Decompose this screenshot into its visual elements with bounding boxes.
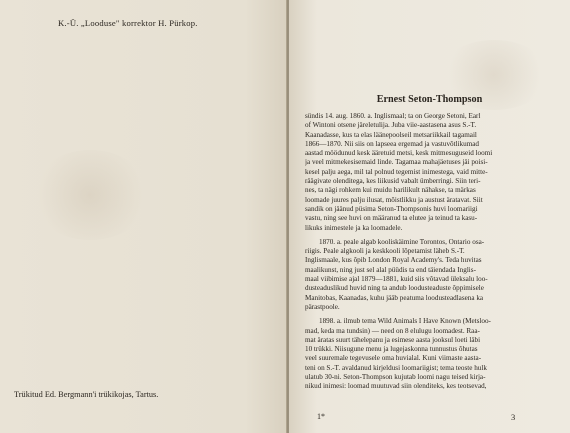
text-line: nes, ta nägi rohkem kui muidu harilikult nähakse, ta märkas [305, 186, 476, 195]
text-line: sandik on jäänud püsima Seton-Thompsonis huvi loomariigi [305, 204, 478, 213]
text-line: maalikunst, ning just sel alal püüdis ta end täiendada Inglis- [305, 265, 476, 274]
proofreader-credit: K.-Ü. „Looduse" korrektor H. Pürkop. [58, 18, 198, 28]
text-line: pärastpoole. [305, 302, 340, 311]
text-line: likuks inimestele ja ka loomadele. [305, 223, 403, 232]
text-line: teni on S.-T. avaldanud kirjeldusi loomariigist; tema teoste hulk [305, 363, 487, 372]
text-line: räägivate olenditega, kes liikusid vabalt ümberringi. Siin teri- [305, 177, 481, 186]
text-line: Kaanadasse, kus ta elas läänepoolseil metsariikkail tagamail [305, 130, 477, 139]
text-line: veel suuremale tegevusele oma huvialal. Kuni viimaste aasta- [305, 354, 482, 363]
text-line: Inglismaale, kus õpib London Royal Academy's. Teda huvitas [305, 256, 482, 265]
body-text [305, 112, 557, 392]
right-page [289, 0, 570, 433]
text-line: of Wintoni otsene järeletulija. Juba viie-aastasena asus S.-T. [305, 121, 477, 130]
text-line: 1898. a. ilmub tema Wild Animals I Have Known (Metsloo- [319, 317, 491, 326]
text-line: nikud inimesi: loomad muutuvad siin olenditeks, kes teotsevad, [305, 382, 487, 391]
text-line: kesel palju aega, mil tal polnud tegemist inimestega, vaid mitte- [305, 167, 488, 176]
text-line: mat äratas suurt tähelepanu ja esimese aasta jooksul loeti läbi [305, 335, 481, 344]
text-line: ulatub 30-ni. Seton-Thompson kujutab loomi nagu teised kirja- [305, 373, 486, 382]
text-line: maal viibimise ajal 1879—1881, kuid siis võtavad üleksalu loo- [305, 275, 488, 284]
printer-imprint: Trükitud Ed. Bergmann'i trükikojas, Tartus. [14, 390, 159, 399]
text-line: vastu, ning see huvi on määranud ta elutee ja teinud ta kasu- [305, 214, 478, 223]
page-title: Ernest Seton-Thompson [376, 94, 483, 105]
text-line: 1870. a. peale algab kooliskäimine Torontos, Ontario osa- [319, 237, 485, 246]
signature-mark: 1* [317, 412, 325, 421]
text-line: mad, keda ma tundsin) — need on 8 elulugu loomadest. Raa- [305, 326, 480, 335]
text-line: 1866—1870. Nii siis on lapseea ergemad ja vastuvõtlikumad [305, 139, 479, 148]
page-number: 3 [511, 412, 516, 422]
text-line: Manitobas, Kaanadas, kuhu jääb peatuma loodusteadlasena ka [305, 293, 484, 302]
text-line: sündis 14. aug. 1860. a. Inglismaal; ta on George Setoni, Earl [305, 112, 481, 120]
text-line: ja veel mitmekesisemaid linde. Tagamaa mahajäetuses jäi poisi- [305, 158, 488, 167]
text-line: riigis. Peale algkooli ja keskkooli lõpetamist läheb S.-T. [305, 247, 465, 256]
text-line: loomade juures palju ilusat, mõistlikku ja austust äratavat. Siit [305, 195, 483, 204]
text-line: dusteaduslikud huvid ning ta andub loodusteaduste õppimisele [305, 284, 484, 293]
text-line: aastad möödunud kesk ääretuid metsi, kesk mitmesuguseid loomi [305, 149, 493, 158]
paper-stain [30, 150, 150, 240]
text-line: 10 trükki. Niisugune menu ja lugejaskonna tunnustus õhutas [305, 345, 478, 354]
